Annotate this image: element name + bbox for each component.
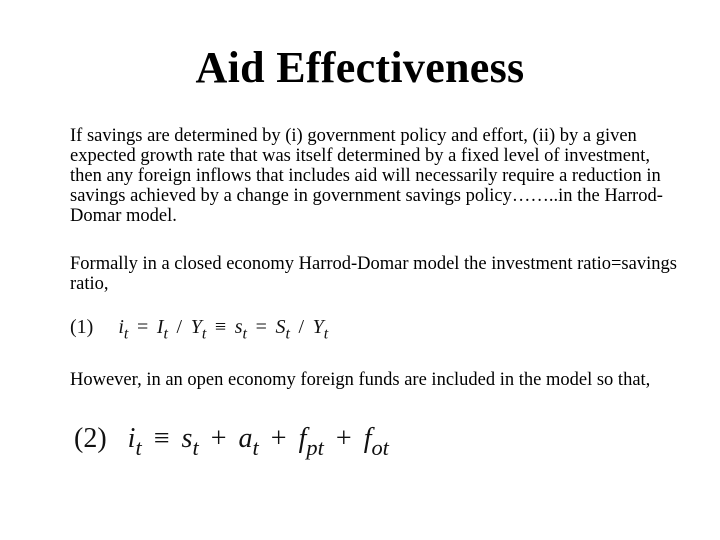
- equation-number: (2): [74, 423, 107, 454]
- eq-operator: ≡: [214, 316, 227, 338]
- eq-subscript: t: [252, 434, 259, 460]
- paragraph-open-economy: However, in an open economy foreign funds are included in the model so that,: [70, 370, 651, 390]
- equation-2: [74, 422, 389, 460]
- eq-operator: +: [335, 423, 352, 454]
- equation-number: (1): [70, 316, 94, 338]
- eq-subscript: t: [201, 325, 207, 343]
- eq-subscript: t: [163, 325, 168, 343]
- eq-term: f: [298, 423, 307, 454]
- eq-term: Y: [312, 316, 324, 338]
- eq-term: S: [275, 316, 286, 338]
- eq-operator: +: [210, 423, 227, 454]
- eq-term: Y: [190, 316, 202, 338]
- eq-subscript: t: [242, 325, 247, 343]
- eq-subscript: t: [285, 325, 290, 343]
- eq-term: i: [118, 316, 124, 338]
- eq-operator: /: [176, 316, 183, 338]
- eq-term: a: [238, 423, 253, 454]
- eq-term: s: [181, 423, 193, 454]
- eq-operator: =: [255, 316, 267, 338]
- eq-term: i: [127, 423, 136, 454]
- eq-subscript: pt: [306, 434, 324, 460]
- paragraph-savings-determination: If savings are determined by (i) government policy and effort, (ii) by a given expected growth rate that was itself determined by a fixed level of investment, then any foreign inflows that includes aid will necessarily require a reduction in savings achieved by a change in government savings policy……..in the Harrod-Domar model.: [70, 126, 663, 226]
- eq-term: s: [234, 316, 243, 338]
- eq-operator: /: [298, 316, 305, 338]
- eq-subscript: t: [135, 434, 142, 460]
- eq-subscript: ot: [371, 434, 389, 460]
- eq-operator: ≡: [153, 423, 170, 454]
- eq-term: f: [363, 423, 372, 454]
- eq-subscript: t: [192, 434, 199, 460]
- eq-operator: +: [270, 423, 287, 454]
- slide-title: Aid Effectiveness: [195, 43, 525, 92]
- eq-term: I: [156, 316, 164, 338]
- equation-1: [70, 314, 329, 343]
- eq-subscript: t: [323, 325, 329, 343]
- paragraph-closed-economy: Formally in a closed economy Harrod-Domar model the investment ratio=savings ratio,: [70, 254, 677, 294]
- eq-operator: =: [136, 316, 149, 338]
- eq-subscript: t: [123, 325, 129, 343]
